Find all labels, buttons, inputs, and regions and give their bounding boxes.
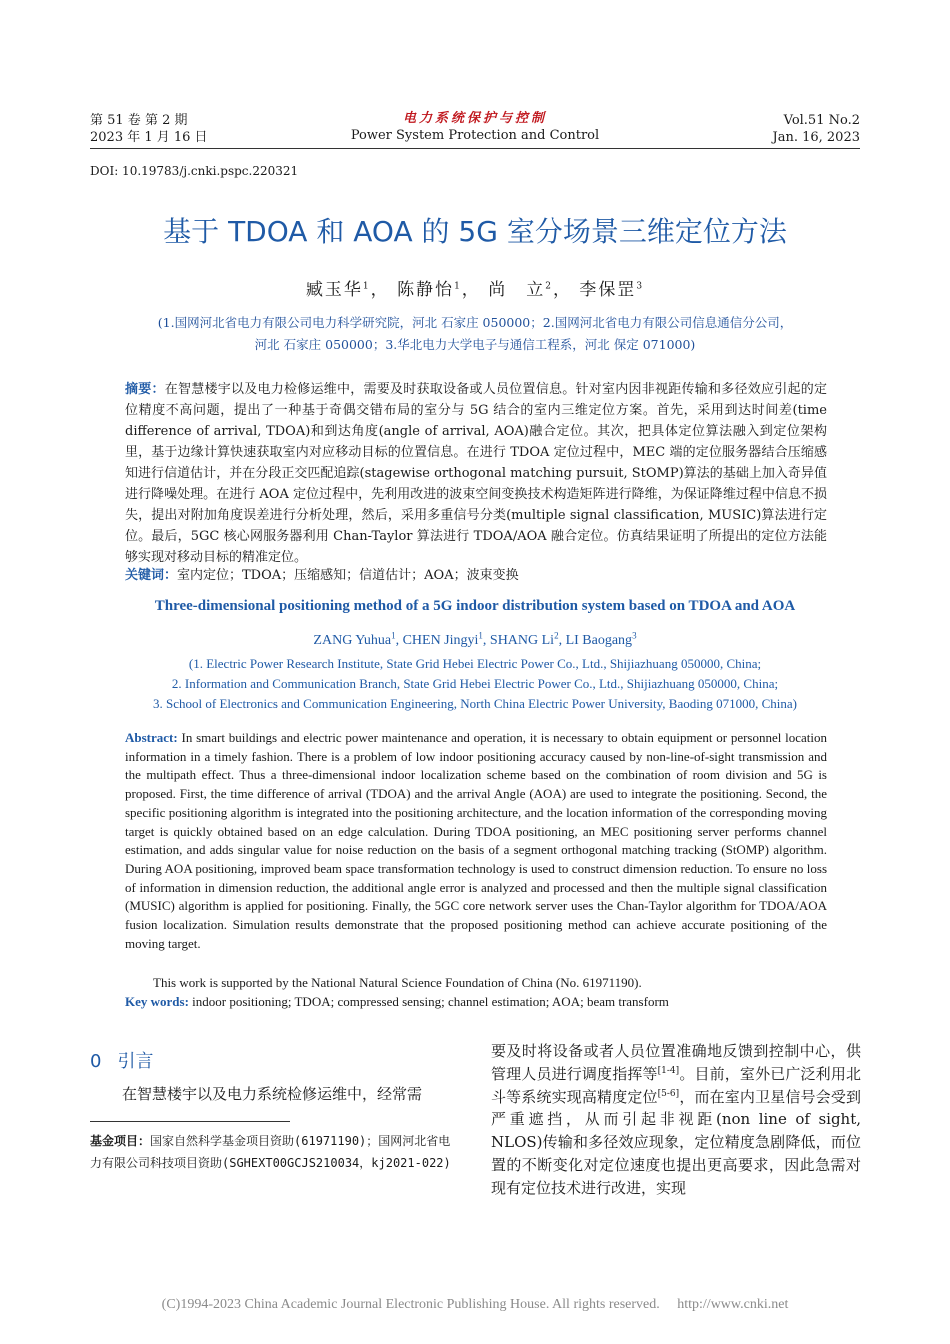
abstract-en-text: In smart buildings and electric power maintenance and operation, it is necessary to obtain equipment or personnel location information in a timely fashion. There is a problem of low indoor positioning accuracy caused by non-line-of-sight transmission and the multipath effect. Thus a three-dimensional indoor localization scheme based on the combination of room division and 5G is proposed. First, the time difference of arrival (TDOA) and the arrival Angle (AOA) are used to integrate the positioning. Second, the specific positioning algorithm is integrated into the positioning architecture, and the location information of the corresponding moving target is quickly obtained based on an edge calculation. During TDOA positioning, an MEC positioning server performs channel estimation, and adds singular value for noise reduction on the basis of a segment orthogonal matching tracking (StOMP) algorithm. During AOA positioning, improved beam space transformation technology is used to construct dimension reduction. To ensure no loss of information in dimension reduction, the additional angle error is analyzed and processed and then the multiple signal classification (MUSIC) algorithm is applied for positioning. Finally, the 5GC core network server uses the Chan-Taylor algorithm for TDOA/AOA fusion localization. Simulation results demonstrate that the proposed positioning method can achieve accurate positioning of the moving target. [125, 730, 827, 951]
abstract-cn [125, 379, 827, 568]
keywords-cn-text: 室内定位；TDOA；压缩感知；信道估计；AOA；波束变换 [177, 568, 519, 583]
affiliation-en-line: 2. Information and Communication Branch, State Grid Hebei Electric Power Co., Ltd., Shijiazhuang 050000, China; [171, 676, 779, 691]
footer-url[interactable]: http://www.cnki.net [677, 1297, 789, 1312]
author-cn: 尚 立$^2$ [488, 280, 553, 300]
section-title: 引言 [117, 1051, 154, 1072]
footnote-text: 国家自然科学基金项目资助(61971190)；国网河北省电力有限公司科技项目资助(SGHEXT00GCJS210034，kj2021-022) [90, 1134, 451, 1170]
keywords-cn [125, 564, 519, 583]
author-en: SHANG Li$^2$ [489, 630, 559, 648]
citation: [1-4] [657, 1065, 680, 1076]
author-cn: 李保罡$^3$ [579, 280, 645, 300]
keywords-cn-label: 关键词： [125, 568, 178, 583]
footnote-label: 基金项目： [90, 1134, 151, 1148]
abstract-en [125, 729, 827, 953]
journal-name-cn: 电力系统保护与控制 [402, 111, 547, 126]
affiliation-en [80, 654, 870, 714]
volume-issue-en: Vol.51 No.2 [783, 113, 860, 128]
citation: [5-6] [657, 1088, 680, 1099]
body-paragraph-left: 在智慧楼宇以及电力系统检修运维中，经常需 [122, 1085, 423, 1103]
footnote-rule [90, 1121, 290, 1122]
title-cn: 基于 TDOA 和 AOA 的 5G 室分场景三维定位方法 [163, 215, 787, 248]
footer-copyright: (C)1994-2023 China Academic Journal Electronic Publishing House. All rights reserved. [161, 1297, 660, 1312]
keywords-en-text: indoor positioning; TDOA; compressed sensing; channel estimation; AOA; beam transform [192, 994, 669, 1009]
header-rule [90, 148, 860, 149]
funding-statement-en: This work is supported by the National Natural Science Foundation of China (No. 61971190). [153, 975, 642, 990]
author-cn: 臧玉华$^1$ [305, 280, 371, 300]
affiliation-en-line: (1. Electric Power Research Institute, State Grid Hebei Electric Power Co., Ltd., Shijiazhuang 050000, China; [188, 656, 762, 671]
header-right [773, 112, 861, 146]
affiliation-cn-line: 河北 石家庄 050000；3.华北电力大学电子与通信工程系，河北 保定 071000) [254, 337, 696, 352]
affiliation-cn [100, 312, 850, 356]
affiliation-cn-line: (1.国网河北省电力有限公司电力科学研究院，河北 石家庄 050000；2.国网河北省电力有限公司信息通信分公司， [157, 315, 793, 330]
section-heading-introduction [90, 1047, 153, 1073]
section-number: 0 [90, 1051, 102, 1072]
journal-name-en: Power System Protection and Control [350, 128, 600, 143]
authors-cn: 臧玉华$^1$， 陈静怡$^1$， 尚 立$^2$， 李保罡$^3$ [305, 280, 645, 300]
abstract-cn-text: 在智慧楼宇以及电力检修运维中，需要及时获取设备或人员位置信息。针对室内因非视距传输和多径效应引起的定位精度不高问题，提出了一种基于奇偶交错布局的室分与 5G 结合的室内三维定位方案。首先，采用到达时间差(time difference of arrival, TDOA)和到达角度(angle of arrival, AOA)融合定位。其次，把具体定位算法融入到定位架构里，基于边缘计算快速获取室内对应移动目标的位置信息。在进行 TDOA 定位过程中，MEC 端的定位服务器结合压缩感知进行信道估计，并在分段正交匹配追踪(stagewise orthogonal matching pursuit, StOMP)算法的基础上加入奇异值进行降噪处理。在进行 AOA 定位过程中，先利用改进的波束空间变换技术构造矩阵进行降维，为保证降维过程中信息不损失，提出对附加角度误差进行分析处理，然后，采用多重信号分类(multiple signal classification, MUSIC)算法进行定位。最后，5GC 核心网服务器利用 Chan-Taylor 算法进行 TDOA/AOA 融合定位。仿真结果证明了所提出的定位方法能够实现对移动目标的精准定位。 [125, 382, 827, 565]
body-paragraph-right: 要及时将设备或者人员位置准确地反馈到控制中心，供管理人员进行调度指挥等[1-4]。目前，室外已广泛利用北斗等系统实现高精度定位[5-6]，而在室内卫星信号会受到严重遮挡，从而引起非视距(non line of sight, NLOS)传输和多径效应现象，定位精度急剧降低，而位置的不断变化对定位速度也提出更高要求，因此急需对现有定位技术进行改进，实现 [491, 1042, 861, 1197]
title-en: Three-dimensional positioning method of a 5G indoor distribution system based on TDOA and AOA [154, 598, 796, 614]
footer [0, 1297, 950, 1313]
author-en: LI Baogang$^3$ [565, 630, 637, 648]
authors-en: ZANG Yuhua$^1$, CHEN Jingyi$^1$, SHANG Li$^2$, LI Baogang$^3$ [313, 630, 637, 648]
doi: DOI: 10.19783/j.cnki.pspc.220321 [90, 164, 299, 178]
footnote-funding [90, 1130, 460, 1174]
abstract-cn-label: 摘要： [125, 382, 165, 397]
author-cn: 陈静怡$^1$ [397, 280, 462, 300]
keywords-en-label: Key words: [125, 994, 189, 1009]
date-en: Jan. 16, 2023 [772, 130, 860, 145]
volume-issue-cn: 第 51 卷 第 2 期 [90, 113, 188, 128]
affiliation-en-line: 3. School of Electronics and Communication Engineering, North China Electric Power University, Baoding 071000, China) [153, 696, 797, 711]
date-cn: 2023 年 1 月 16 日 [90, 130, 208, 145]
author-en: ZANG Yuhua$^1$ [313, 630, 396, 648]
keywords-en [125, 994, 669, 1010]
author-en: CHEN Jingyi$^1$ [402, 630, 483, 648]
abstract-en-label: Abstract: [125, 730, 178, 745]
